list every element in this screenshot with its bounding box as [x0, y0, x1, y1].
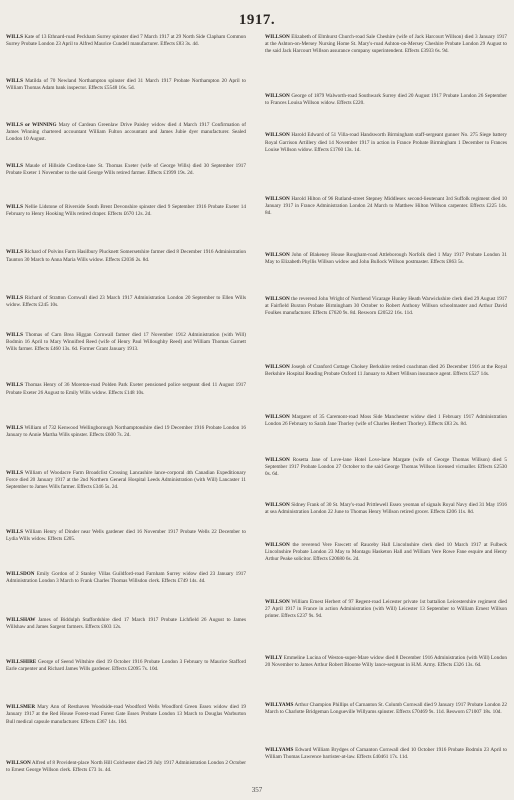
entry-surname: WILLYAMS: [265, 701, 294, 708]
register-entry: [6, 34, 246, 48]
entry-surname: WILLSON: [265, 502, 290, 509]
entry-surname: WILLS: [6, 34, 24, 40]
page-year-heading: 1917.: [238, 12, 276, 28]
register-entry: [6, 617, 246, 631]
entry-surname: WILLSON: [265, 296, 290, 302]
register-entry: [6, 760, 246, 774]
entry-text: Sidney Frank of 30 St. Mary's-road Prittlewell Essex yeoman of signals Royal Navy died 31 May 1916 at sea Administration London 22 June to Thomas Henry Willson retired grocer. Effects £206 11s. 8d.: [265, 502, 507, 516]
entry-surname: WILLSDON: [6, 571, 35, 578]
register-entry: [6, 382, 246, 396]
entry-text: the reverend Vere Fawcett of Rauceby Hall Lincolnshire clerk died 10 March 1917 at Fulbeck Lincolnshire Probate London 23 May to Montagu Hasketon Hall and William Vere Rowe Fane esquire and Henry Arthur Peake solicitor. Effects £20680 6s. 2d.: [265, 542, 507, 563]
entry-text: Harold Edward of 51 Villa-road Handsworth Birmingham staff-sergeant gunner No. 275 Siege battery Royal Garrison Artillery died 14 November 1917 in action in France Probate Birmingham 1 December to Frances Louise Willson widow. Effects £1760 13s. 1d.: [265, 132, 507, 153]
register-entry: [6, 163, 246, 177]
register-entry: [6, 704, 246, 725]
entry-text: George of 1879 Walworth-road Southwark Surrey died 20 August 1917 Probate London 26 September to Frances Louisa Willson widow. Effects £220.: [265, 92, 507, 106]
entry-surname: WILLSON: [6, 760, 31, 767]
entry-surname: WILLS: [6, 294, 24, 301]
entry-surname: WILLYAMS: [265, 746, 294, 753]
entry-surname: WILLSON: [265, 542, 290, 549]
register-entry: [265, 132, 507, 153]
entry-surname: WILLSON: [265, 92, 290, 99]
register-entry: [6, 659, 246, 673]
entry-text: Richard of Polvins Farm Hasilbury Plucknett Somersetshire farmer died 8 December 1916 Administration Taunton 30 March to Anna Maria Wills widow. Effects £2036 2s. 8d.: [6, 249, 246, 263]
register-entry: [265, 364, 507, 378]
register-entry: [265, 702, 507, 716]
entry-text: Nellie Lidstone of Riverside South Brent Devonshire spinster died 9 September 1916 Probate Exeter 14 February to Henry Hooking Wills retired draper. Effects £670 12s. 2d.: [6, 204, 246, 218]
entry-text: Alfred of 8 Provident-place North Hill Colchester died 29 July 1917 Administration London 2 October to Ernest George Willson clerk. Effects £73 1s. 4d.: [6, 760, 246, 774]
entry-text: Maude of Hillside Crediton-lane St. Thomas Exeter (wife of George Wills) died 30 September 1917 Probate Exeter 1 November to the said George Wills retired farmer. Effects £1999 19s. 2d.: [6, 163, 246, 177]
entry-surname: WILLS: [6, 163, 24, 169]
entry-surname: WILLSON: [265, 456, 290, 463]
entry-surname: WILLSON: [265, 34, 290, 40]
register-entry: [6, 78, 246, 92]
entry-surname: WILLSHIRE: [6, 659, 37, 666]
register-entry: [265, 542, 507, 563]
register-entry: [265, 747, 507, 761]
entry-text: Mary Ann of Resthaven Woodside-road Woodford Wells Woodford Green Essex widow died 19 January 1917 at the Red House Forest-road Forest Gate Essex Probate London 13 March to Douglas Warburton Bull medical capsule manufacturer. Effects £367 14s. 10d.: [6, 704, 246, 725]
register-entry: [265, 252, 507, 266]
register-entry: [265, 655, 507, 669]
entry-surname: WILLSON: [265, 363, 290, 370]
register-entry: [6, 470, 246, 491]
entry-text: John of Blakeney House Rougham-road Attleborough Norfolk died 1 May 1917 Probate London 31 May to Elizabeth Phyllis Willson widow and John Bullock Willson postmaster. Effects £863 5s.: [265, 252, 507, 266]
entry-text: Richard of Stratton Cornwall died 23 March 1917 Administration London 20 September to Ellen Wills widow. Effects £245 10s.: [6, 294, 246, 308]
entry-text: Joseph of Cranford Cottage Cholsey Berkshire retired coachman died 26 December 1916 at the Royal Berkshire Hospital Reading Probate Oxford 11 January to Albert Willson insurance agent. Effects £527 14s.: [265, 363, 507, 377]
entry-text: William Ernest Herbert of 97 Regent-road Leicester private 1st battalion Leicestershire regiment died 27 April 1917 in France in action Administration (with Will) Leicester 13 September to William Ernest Willson printer. Effects £237 9s. 9d.: [265, 599, 507, 620]
entry-surname: WILLS: [6, 425, 24, 432]
entry-text: Harold Hilton of 96 Rutland-street Stepney Middlesex second-lieutenant 3rd Suffolk regiment died 10 January 1917 in France Administration London 24 March to Matthew Hilton Willson carpenter. Effects £225 14s. 8d.: [265, 196, 507, 217]
register-entry: [6, 249, 246, 263]
register-entry: [265, 296, 507, 317]
entry-surname: WILLS: [6, 528, 24, 535]
entry-text: Kate of 13 Ethnard-road Peckham Surrey spinster died 7 March 1917 at 29 North Side Clapham Common Surrey Probate London 23 April to Alfred Maurice Cundell manufacturer. Effects £83 3s. 4d.: [6, 34, 246, 48]
entry-surname: WILLSON: [265, 196, 290, 203]
page-number: 357: [251, 786, 263, 794]
register-entry: [265, 196, 507, 217]
entry-text: William of 732 Kenwood Wellingborough Northamptonshire died 19 December 1916 Probate London 16 January to Annie Martha Wills spinster. Effects £600 7s. 2d.: [6, 425, 246, 439]
entry-text: the reverend John Wright of Northend Vicarage Hunley Heath Warwickshire clerk died 29 August 1917 at Fairfield Buxton Probate Birmingham 30 October to Robert Anthony Willson schoolmaster and Arthur David Foulkes manufacturer. Effects £7620 9s. 8d. Resworn £20522 16s. 11d.: [265, 296, 507, 317]
register-entry: [6, 295, 246, 309]
entry-surname: WILLSON: [265, 132, 290, 139]
entry-surname: WILLSMER: [6, 704, 36, 711]
entry-text: Matilda of 70 Newland Northampton spinster died 31 March 1917 Probate Northampton 20 April to William Thomas Adam bank inspector. Effects £5548 16s. 5d.: [6, 77, 246, 91]
entry-surname: WILLS: [6, 249, 24, 256]
entry-surname: WILLS: [6, 77, 24, 84]
entry-text: Arthur Champion Phillips of Carnanton St. Columb Cornwall died 9 January 1917 Probate London 22 March to Charlotte Bridgeman Longueville Willyams spinster. Effects £70469 9s. 11d. Resworn £71007 18s. 10d.: [265, 701, 507, 715]
entry-text: William Henry of Dinder near Wells gardener died 16 November 1917 Probate Wells 22 December to Lydia Wills widow. Effects £205.: [6, 528, 246, 542]
entry-text: Emmeline Lucina of Weston-super-Mare widow died 8 December 1916 Administration (with Will) London 20 November to James Arthur Robert Bloome Willy lance-sergeant in H.M. Army. Effects £326 13s. 6d.: [265, 655, 507, 669]
entry-surname: WILLS: [6, 382, 24, 389]
entry-text: George of Seend Wiltshire died 19 October 1916 Probate London 3 February to Maurice Stafford Earle carpenter and Richard James Wills gardener. Effects £2095 7s. 10d.: [6, 659, 246, 673]
entry-surname: WILLY: [265, 655, 283, 662]
register-entry: [6, 204, 246, 218]
entry-surname: WILLS: [6, 204, 24, 211]
register-entry: [6, 571, 246, 585]
entry-text: Thomas Henry of 36 Moreton-road Polden Park Exeter pensioned police sergeant died 11 August 1917 Probate Exeter 26 August to Emily Wills widow. Effects £148 10s.: [6, 382, 246, 396]
entry-text: Thomas of Carn Brea Higgan Cornwall farmer died 17 November 1912 Administration (with Will) Bodmin 16 April to Mary Winnifred Reed (wife of Henry Paul Willoughby Reed) and William Thomas Garnett Wills farmer. Effects £460 13s. 6d. Former Grant January 1913.: [6, 331, 246, 353]
register-entry: [265, 414, 507, 428]
entry-text: Emily Gordon of 2 Stanley Villas Guildford-road Farnham Surrey widow died 23 January 1917 Administration London 3 March to Frank Charles Thomas Willsdon clerk. Effects £749 14s. 4d.: [6, 571, 246, 585]
register-entry: [265, 34, 507, 55]
register-entry: [6, 529, 246, 543]
entry-surname: WILLSHAW: [6, 616, 36, 623]
entry-surname: WILLS or WINNING: [6, 121, 57, 128]
entry-text: Edward William Brydges of Carnanton Cornwall died 10 October 1916 Probate Bodmin 23 April to William Thomas Lawrence barrister-at-law. Effects £40461 17s. 11d.: [265, 746, 507, 760]
register-entry: [6, 425, 246, 439]
entry-text: William of Woodacre Farm Broadclist Crossing Lancashire lance-corporal 4th Canadian Expeditionary Force died 20 January 1917 at the 2nd Northern General Hospital Leeds Administration (with Will) Lancaster 11 September to James Wills farmer. Effects £346 5s. 2d.: [6, 470, 246, 491]
register-entry: [265, 599, 507, 620]
entry-surname: WILLSON: [265, 599, 290, 606]
entry-surname: WILLSON: [265, 252, 290, 259]
entry-surname: WILLS: [6, 470, 24, 477]
entry-surname: WILLSON: [265, 414, 290, 421]
entry-text: Mary of Cardean Greenlaw Drive Paisley widow died 4 March 1917 Confirmation of James Winning chartered accountant William Fulton accountant and James Jubie dyer manufacturer. Sealed London 10 August.: [6, 121, 247, 142]
register-entry: [265, 502, 507, 516]
entry-text: Elizabeth of Elmhurst Church-road Sale Cheshire (wife of Jack Harcourt Willson) died 3 January 1917 at the Ashton-on-Mersey Nursing Home St. Mary's-road Ashton-on-Mersey Cheshire Probate London 29 August to the said Jack Harcourt Willson assurance company superintendent. Effects £3933 6s. 9d.: [265, 34, 507, 55]
entry-surname: WILLS: [6, 331, 24, 338]
register-entry: [265, 93, 507, 107]
entry-text: James of Biddulph Staffordshire died 17 March 1917 Probate Lichfield 26 August to James Willshaw and James Sargent farmers. Effects £603 12s.: [6, 616, 246, 630]
register-entry: [6, 332, 246, 353]
register-entry: [265, 457, 507, 478]
entry-text: Rosetta Jane of Love-lane Hotel Love-lane Margate (wife of George Thomas Willson) died 5 September 1917 Probate London 27 October to the said George Thomas Willson licensed victualler. Effects £2530 0s. 6d.: [265, 456, 507, 478]
entry-text: Margaret of 35 Caremont-road Moss Side Manchester widow died 1 February 1917 Administration London 26 February to Sarah Jane Thorley (wife of Charles Herbert Thorley). Effects £83 2s. 8d.: [265, 414, 507, 428]
register-entry: [6, 122, 246, 143]
